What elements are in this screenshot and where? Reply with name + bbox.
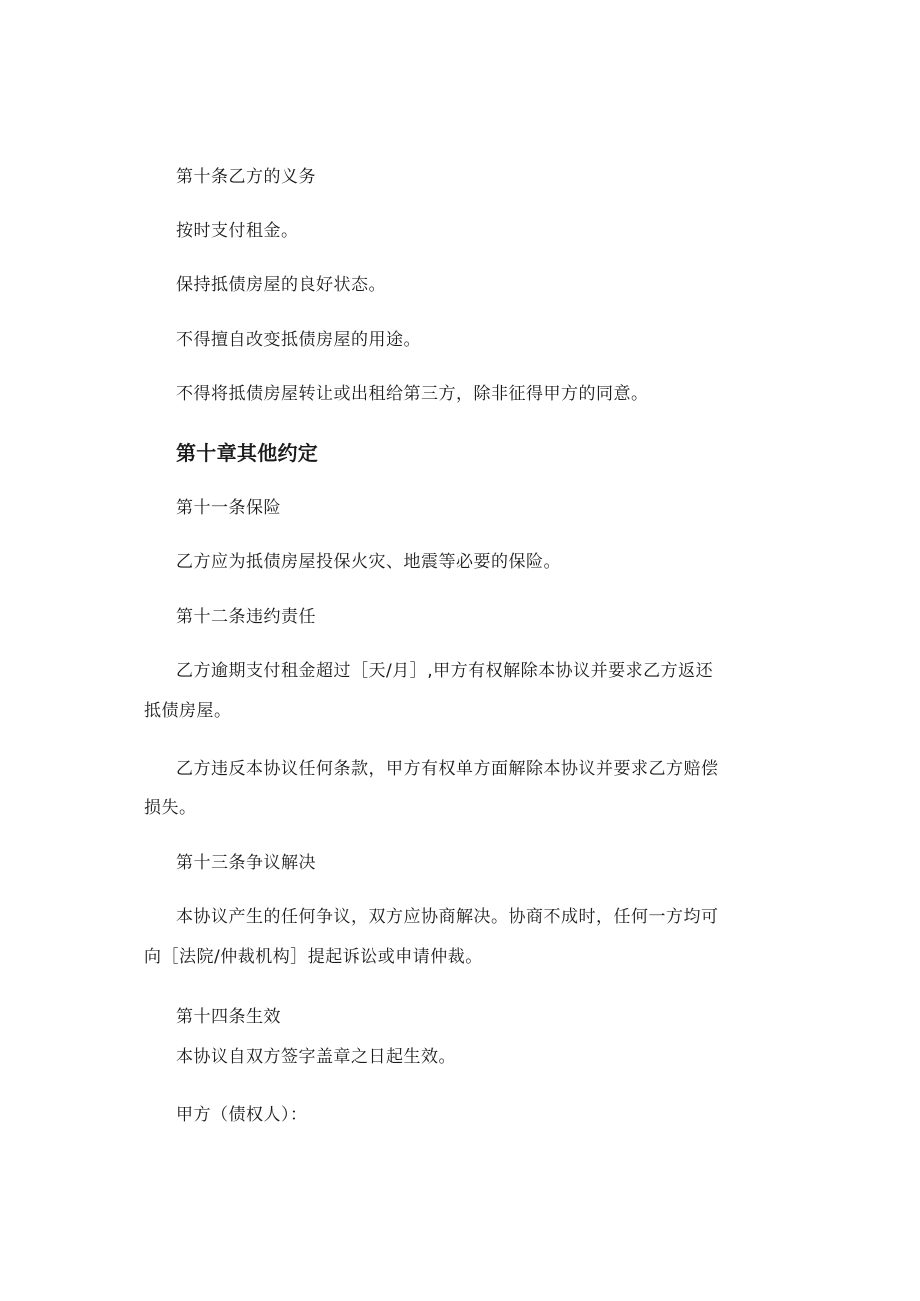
article-10-title: 第十条乙方的义务 [176,167,316,187]
article-12-para-1-line-2: 抵债房屋。 [144,701,232,721]
article-12-para-2-line-2: 损失。 [144,798,197,818]
article-13-line-2: 向［法院/仲裁机构］提起诉讼或申请仲裁。 [144,947,483,967]
article-11-title: 第十一条保险 [176,498,281,518]
article-14-title: 第十四条生效 [176,1007,281,1027]
article-10-item-1: 按时支付租金。 [176,221,299,241]
party-a-signature-label: 甲方（债权人）： [176,1105,308,1125]
article-11-text: 乙方应为抵债房屋投保火灾、地震等必要的保险。 [176,552,561,572]
article-12-para-2-line-1: 乙方违反本协议任何条款，甲方有权单方面解除本协议并要求乙方赔偿 [176,759,719,779]
article-14-text: 本协议自双方签字盖章之日起生效。 [176,1047,456,1067]
article-10-item-3: 不得擅自改变抵债房屋的用途。 [176,330,421,350]
article-13-title: 第十三条争议解决 [176,853,316,873]
article-10-item-4: 不得将抵债房屋转让或出租给第三方，除非征得甲方的同意。 [176,384,649,404]
article-12-para-1-line-1: 乙方逾期支付租金超过［天/月］,甲方有权解除本协议并要求乙方返还 [176,661,714,681]
article-12-title: 第十二条违约责任 [176,607,316,627]
article-10-item-2: 保持抵债房屋的良好状态。 [176,275,386,295]
article-13-line-1: 本协议产生的任何争议，双方应协商解决。协商不成时，任何一方均可 [176,907,719,927]
chapter-10-heading: 第十章其他约定 [176,441,319,465]
